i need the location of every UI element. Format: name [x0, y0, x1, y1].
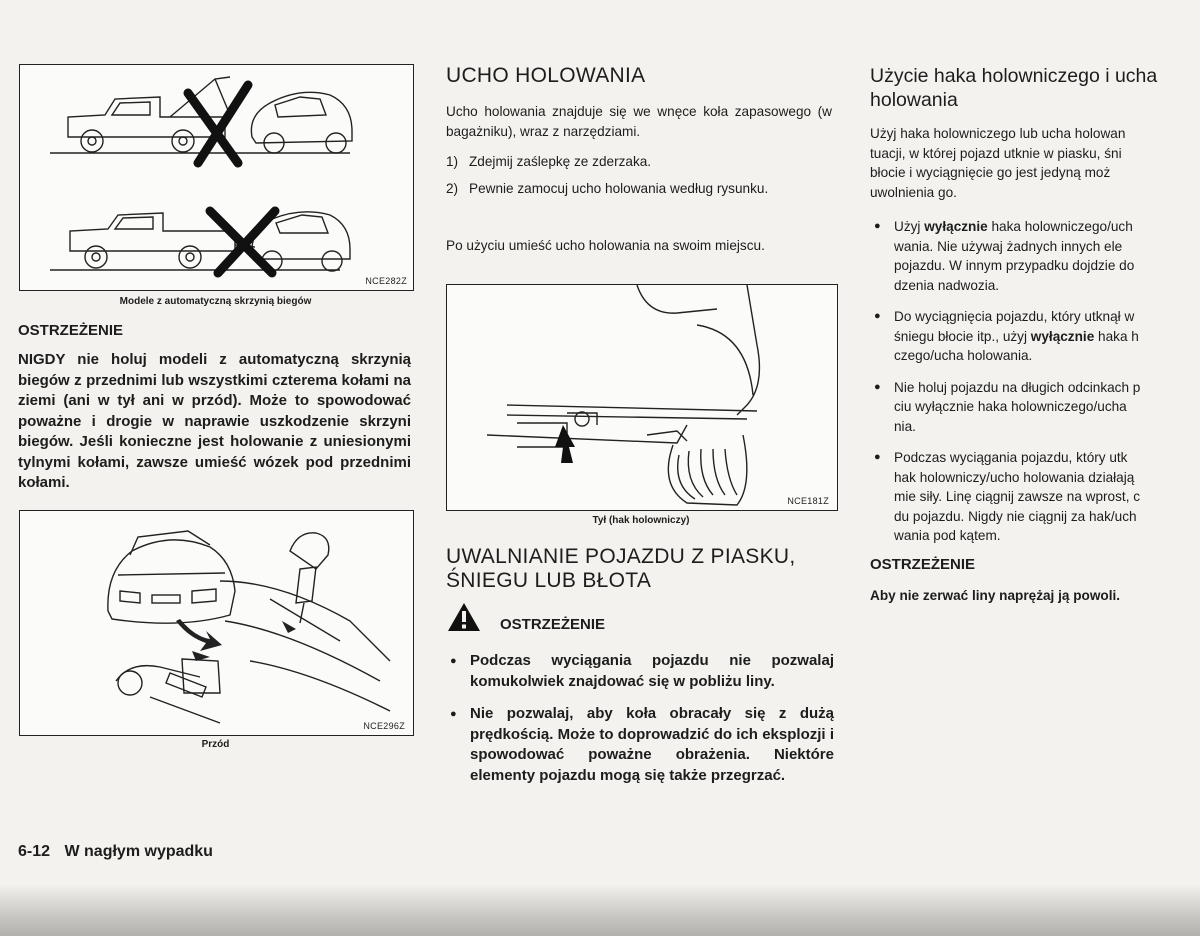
text-line: dzenia nadwozia. [894, 277, 1000, 293]
step-text: Zdejmij zaślepkę ze zderzaka. [469, 154, 652, 169]
list-item [870, 217, 1200, 295]
text-line: tuacji, w której pojazd utknie w piasku, śni [870, 145, 1122, 161]
step-item [446, 179, 832, 199]
figure-code: NCE181Z [787, 496, 829, 506]
warning-heading: OSTRZEŻENIE [18, 322, 124, 339]
heading-line: UWALNIANIE POJAZDU Z PIASKU, [446, 545, 796, 568]
list-item [870, 448, 1200, 546]
list-item [870, 378, 1200, 437]
section-heading: UCHO HOLOWANIA [446, 64, 646, 87]
warning-text: NIGDY nie holuj modeli z automatyczną skrzynią biegów z przednimi lub wszystkimi czterema kołami na ziemi (ani w tył ani w przód). Może to spowodować poważne i drogie w naprawie uszkodzenie skrzyni biegów. Jeśli konieczne jest holowanie z uniesionymi tylnymi kołami, zawsze umieść wózek pod przednimi kołami. [18, 351, 411, 491]
text-line: pojazdu. W innym przypadku dojdzie do [894, 258, 1135, 273]
step-number: 2) [446, 180, 459, 196]
warning-triangle-icon [447, 602, 481, 632]
front-tow-eye-illustration [20, 511, 413, 735]
text-line: Użyj haka holowniczego lub ucha holowan [870, 126, 1126, 141]
warning-heading: OSTRZEŻENIE [500, 616, 606, 633]
text-line [894, 217, 1200, 237]
emphasis: wyłącznie [1030, 328, 1095, 344]
after-use-text: Po użyciu umieść ucho holowania na swoim miejscu. [446, 238, 765, 253]
text-line: uwolnienia go. [870, 184, 957, 200]
warning-heading: OSTRZEŻENIE [870, 555, 976, 573]
text-line: ● Podczas wyciągania pojazdu, który utk [894, 450, 1128, 465]
figure-code: NCE296Z [363, 721, 405, 731]
text-line: du pojazdu. Nigdy nie ciągnij za hak/uch [894, 508, 1137, 524]
section-name: W nagłym wypadku [64, 843, 213, 860]
text-run: haka holowniczego/uch [987, 219, 1133, 234]
warning-text: Aby nie zerwać liny naprężaj ją powoli. [870, 587, 1121, 603]
text-run: śniegu błocie itp., użyj [894, 328, 1031, 344]
warning-bullet: ● Podczas wyciągania pojazdu nie pozwalaj komukolwiek znajdować się w pobliżu liny. [446, 651, 834, 692]
column-3 [870, 64, 1200, 664]
step-number: 1) [446, 154, 459, 169]
steps-list [446, 152, 832, 198]
instruction-list [870, 217, 1200, 546]
text-line [894, 327, 1200, 347]
figure-front-tow-eye [19, 510, 414, 736]
text-line: wania. Nie używaj żadnych innych ele [894, 238, 1123, 254]
text-line: ● Do wyciągnięcia pojazdu, który utknął w [894, 309, 1135, 324]
warning-list [446, 651, 834, 798]
rear-hook-illustration [447, 285, 837, 510]
page-footer [18, 843, 213, 861]
step-item [446, 152, 832, 172]
intro-text [870, 124, 1200, 202]
figure-caption: Tył (hak holowniczy) [592, 515, 690, 526]
text-line: błocie i wyciągnięcie go jest jedyną moż [870, 165, 1111, 180]
heading-line: ŚNIEGU LUB BŁOTA [446, 569, 652, 592]
figure-caption: Przód [201, 739, 230, 750]
text-line: ● Nie holuj pojazdu na długich odcinkach p [894, 379, 1141, 395]
text-run: Użyj [894, 219, 925, 234]
text-line: czego/ucha holowania. [894, 348, 1033, 363]
figure-code: NCE282Z [365, 276, 407, 286]
intro-text: Ucho holowania znajduje się we wnęce koła zapasowego (w bagażniku), wraz z narzędziami. [446, 104, 832, 139]
page-bottom-shadow [0, 884, 1200, 936]
heading-line: Użycie haka holowniczego i ucha [870, 65, 1158, 87]
step-text: Pewnie zamocuj ucho holowania według rysunku. [469, 180, 769, 196]
subsection-heading [870, 64, 1200, 112]
heading-line: holowania [870, 89, 958, 111]
towing-trucks-illustration [20, 65, 413, 290]
figure-towing-automatic [19, 64, 414, 291]
text-line: hak holowniczy/ucho holowania działają [894, 469, 1135, 485]
warning-bullet: ● Nie pozwalaj, aby koła obracały się z dużą prędkością. Może to doprowadzić do ich eksplozji i spowodować poważne obrażenia. Niektóre elementy pojazdu mogą się także przegrzać. [446, 704, 834, 786]
section-heading-2 [446, 545, 796, 593]
text-line: mie siły. Linę ciągnij zawsze na wprost, c [894, 489, 1141, 504]
text-line: ciu wyłącznie haka holowniczego/ucha [894, 399, 1127, 414]
figure-rear-hook [446, 284, 838, 511]
text-line: wania pod kątem. [894, 528, 1001, 543]
text-line: nia. [894, 418, 916, 434]
page-number: 6-12 [18, 843, 51, 860]
list-item [870, 307, 1200, 366]
figure-caption: Modele z automatyczną skrzynią biegów [119, 296, 312, 307]
text-run: haka h [1094, 328, 1139, 344]
emphasis: wyłącznie [924, 219, 988, 234]
